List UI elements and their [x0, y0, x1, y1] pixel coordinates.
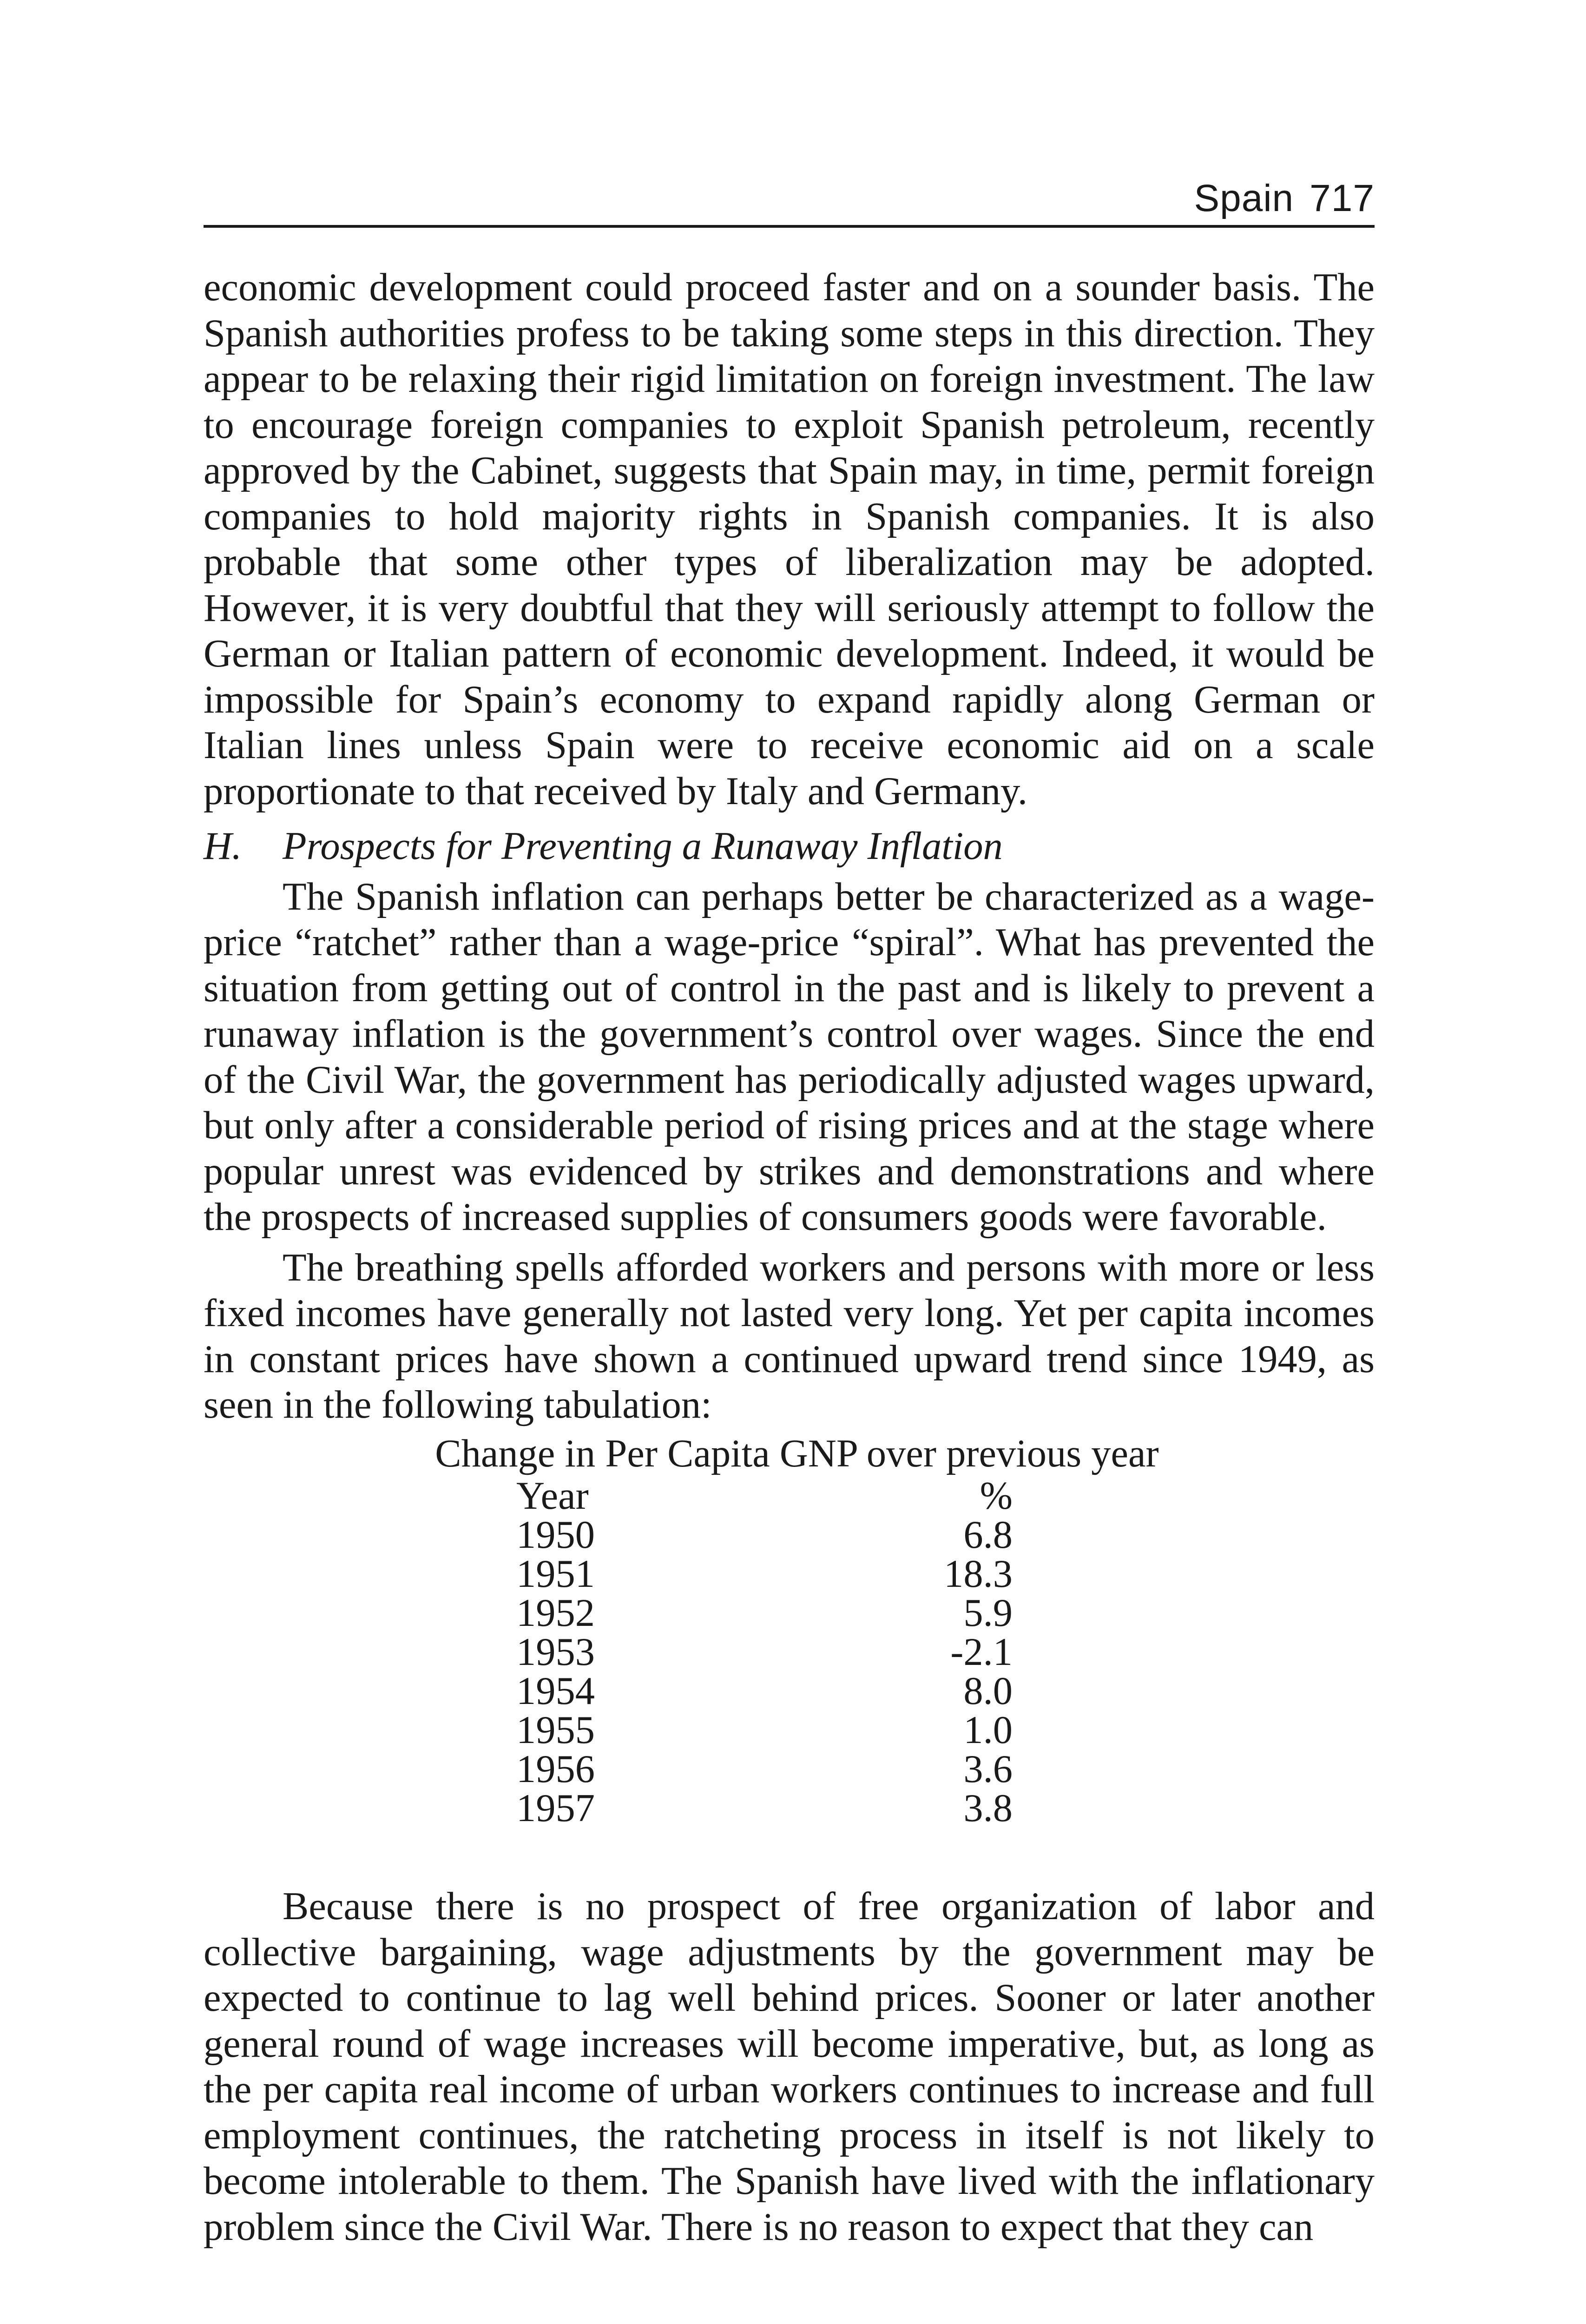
table-caption: Change in Per Capita GNP over previous year: [435, 1432, 1159, 1475]
running-title: Spain: [1194, 177, 1294, 219]
table-cell-percent: -2.1: [950, 1631, 1013, 1674]
section-title: Prospects for Preventing a Runaway Inflation: [283, 825, 1003, 868]
table-cell-year: 1956: [516, 1748, 595, 1791]
table-header-row: [516, 1477, 1013, 1516]
table-cell-year: 1951: [516, 1552, 595, 1596]
table-cell-percent: 1.0: [963, 1709, 1013, 1752]
table-row: [516, 1672, 1013, 1711]
table-header-percent: %: [980, 1474, 1013, 1518]
table-cell-year: 1954: [516, 1670, 595, 1713]
section-heading: [204, 824, 1375, 870]
page-body: [204, 265, 1375, 2250]
table-cell-year: 1950: [516, 1513, 595, 1557]
table-row: [516, 1555, 1013, 1594]
paragraph-breathing-spells: The breathing spells afforded workers and persons with more or less fixed incomes have generally not lasted very long. Yet per capita incomes in constant prices have shown a continued upward trend since 1949, as seen in the following tabulation:: [204, 1246, 1375, 1426]
gnp-tabulation: [204, 1428, 1375, 1829]
table-cell-year: 1953: [516, 1631, 595, 1674]
gnp-table: [516, 1474, 1013, 1830]
table-cell-year: 1957: [516, 1787, 595, 1830]
table-row: [516, 1633, 1013, 1672]
paragraph-inflation-ratchet: The Spanish inflation can perhaps better be characterized as a wage-price “ratchet” rather than a wage-price “spiral”. What has prevented the situation from getting out of control in the past and is likely to prevent a runaway inflation is the government’s control over wages. Since the end of the Civil War, the government has periodically adjusted wages upward, but only after a considerable period of rising prices and at the stage where popular unrest was evidenced by strikes and demonstrations and where the prospects of increased supplies of consumers goods were favorable.: [204, 875, 1375, 1239]
table-row: [516, 1750, 1013, 1789]
page-header: [204, 167, 1375, 228]
table-row: [516, 1516, 1013, 1555]
table-row: [516, 1711, 1013, 1750]
section-number: H.: [204, 825, 242, 868]
table-row: [516, 1789, 1013, 1828]
table-cell-year: 1955: [516, 1709, 595, 1752]
table-cell-year: 1952: [516, 1591, 595, 1635]
table-cell-percent: 6.8: [963, 1513, 1013, 1557]
table-cell-percent: 8.0: [963, 1670, 1013, 1713]
paragraph-economic-development: economic development could proceed faster and on a sounder basis. The Spanish authorities profess to be taking some steps in this direction. They appear to be relaxing their rigid limitation on foreign investment. The law to encourage foreign companies to exploit Spanish petroleum, recently approved by the Cabinet, suggests that Spain may, in time, permit foreign companies to hold majority rights in Spanish companies. It is also probable that some other types of liberalization may be adopted. However, it is very doubtful that they will seriously attempt to follow the German or Italian pattern of economic development. Indeed, it would be impossible for Spain’s economy to expand rapidly along German or Italian lines unless Spain were to receive economic aid on a scale proportionate to that received by Italy and Germany.: [204, 266, 1375, 813]
table-cell-percent: 3.8: [963, 1787, 1013, 1830]
paragraph-wage-adjustments: Because there is no prospect of free organization of labor and collective bargaining, wage adjustments by the government may be expected to continue to lag well behind prices. Sooner or later another general round of wage increases will become imperative, but, as long as the per capita real income of urban workers continues to increase and full employment continues, the ratcheting process in itself is not likely to become intolerable to them. The Spanish have lived with the inflationary problem since the Civil War. There is no reason to expect that they can: [204, 1885, 1375, 2249]
running-head: [1194, 177, 1375, 220]
table-row: [516, 1594, 1013, 1633]
table-cell-percent: 3.6: [963, 1748, 1013, 1791]
page-number: 717: [1310, 177, 1375, 219]
header-rule: [204, 225, 1375, 228]
table-cell-percent: 5.9: [963, 1591, 1013, 1635]
table-cell-percent: 18.3: [944, 1552, 1013, 1596]
table-header-year: Year: [516, 1474, 589, 1518]
